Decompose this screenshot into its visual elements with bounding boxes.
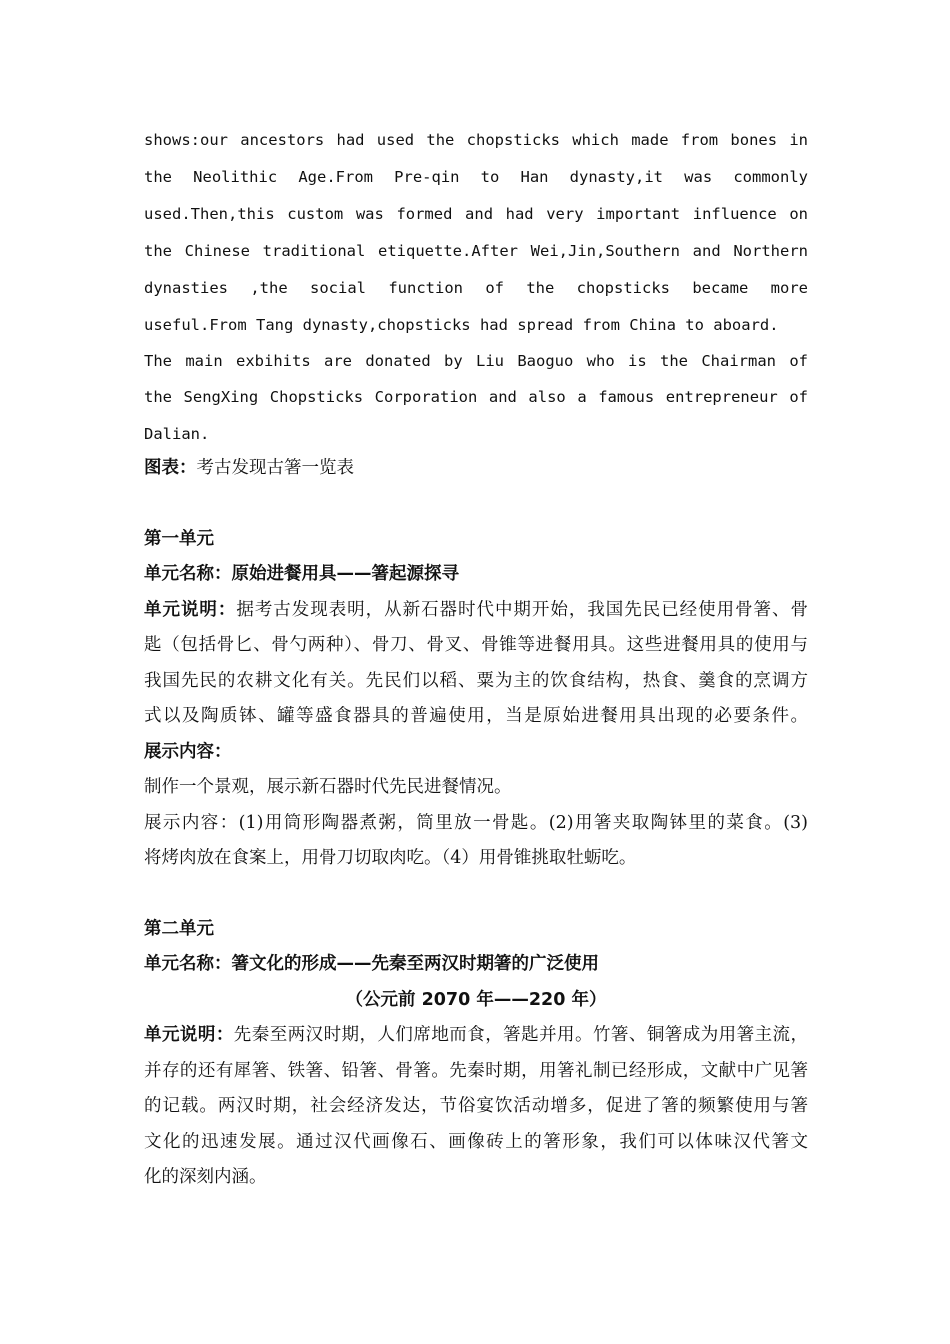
unit-name-text: 箸文化的形成——先秦至两汉时期箸的广泛使用: [231, 954, 599, 974]
unit-description: [144, 593, 808, 735]
unit-description: [144, 1018, 808, 1196]
unit-heading: 第一单元: [144, 528, 214, 549]
text-line: the Neolithic Age.From Pre-qin to Han dynasty,it was commonly: [144, 168, 808, 186]
text-line: Dalian.: [144, 425, 210, 443]
text-line: shows:our ancestors had used the chopsticks which made from bones in: [144, 131, 808, 149]
document-body: [144, 122, 808, 1196]
text-line: the SengXing Chopsticks Corporation and also a famous entrepreneur of: [144, 388, 808, 406]
unit-name-label: 单元名称：: [144, 564, 232, 584]
text-line: The main exbihits are donated by Liu Baoguo who is the Chairman of: [144, 352, 808, 370]
unit-desc-label: 单元说明：: [144, 599, 237, 620]
text-line: used.Then,this custom was formed and had very important influence on: [144, 205, 808, 223]
figure-label: 图表：: [144, 458, 197, 478]
unit-name: [144, 557, 808, 593]
text-line: useful.From Tang dynasty,chopsticks had spread from China to aboard.: [144, 316, 779, 334]
unit-heading: 第二单元: [144, 918, 214, 939]
display-detail: [144, 806, 808, 877]
figure-caption: [144, 451, 808, 487]
text-line: dynasties ,the social function of the chopsticks became more: [144, 279, 808, 297]
text-line: 的记载。两汉时期，社会经济发达，节俗宴饮活动增多，促进了箸的频繁使用与箸: [144, 1096, 808, 1116]
display-line: 制作一个景观，展示新石器时代先民进餐情况。: [144, 777, 512, 797]
text-line: 化的深刻内涵。: [144, 1167, 267, 1187]
english-intro: [144, 122, 808, 453]
display-label: 展示内容：: [144, 741, 232, 762]
unit-1: [144, 522, 808, 877]
text-line: 我国先民的农耕文化有关。先民们以稻、粟为主的饮食结构，热食、羹食的烹调方: [144, 670, 808, 691]
unit-desc-label: 单元说明：: [144, 1025, 234, 1045]
text-line: 文化的迅速发展。通过汉代画像石、画像砖上的箸形象，我们可以体味汉代箸文: [144, 1131, 808, 1152]
unit-name: [144, 947, 808, 983]
unit-name-text: 原始进餐用具——箸起源探寻: [231, 564, 459, 584]
unit-2: [144, 912, 808, 1196]
text-line: 展示内容：(1)用筒形陶器煮粥，筒里放一骨匙。(2)用箸夹取陶钵里的菜食。(3): [144, 812, 808, 833]
text-line: 匙（包括骨匕、骨勺两种）、骨刀、骨叉、骨锥等进餐用具。这些进餐用具的使用与: [144, 635, 808, 655]
text-line: 式以及陶质钵、罐等盛食器具的普遍使用，当是原始进餐用具出现的必要条件。: [144, 706, 808, 726]
text-line: the Chinese traditional etiquette.After Wei,Jin,Southern and Northern: [144, 242, 808, 260]
figure-title: 考古发现古箸一览表: [196, 458, 354, 478]
unit-period: （公元前 2070 年——220 年）: [345, 989, 607, 1010]
text-line: 单元说明：先秦至两汉时期，人们席地而食，箸匙并用。竹箸、铜箸成为用箸主流，: [144, 1025, 809, 1045]
text-line: 将烤肉放在食案上，用骨刀切取肉吃。（4）用骨锥挑取牡蛎吃。: [144, 848, 637, 868]
text-line: 单元说明：据考古发现表明，从新石器时代中期开始，我国先民已经使用骨箸、骨: [144, 599, 808, 620]
unit-name-label: 单元名称：: [144, 954, 232, 974]
text-line: 并存的还有犀箸、铁箸、铅箸、骨箸。先秦时期，用箸礼制已经形成，文献中广见箸: [144, 1060, 808, 1081]
